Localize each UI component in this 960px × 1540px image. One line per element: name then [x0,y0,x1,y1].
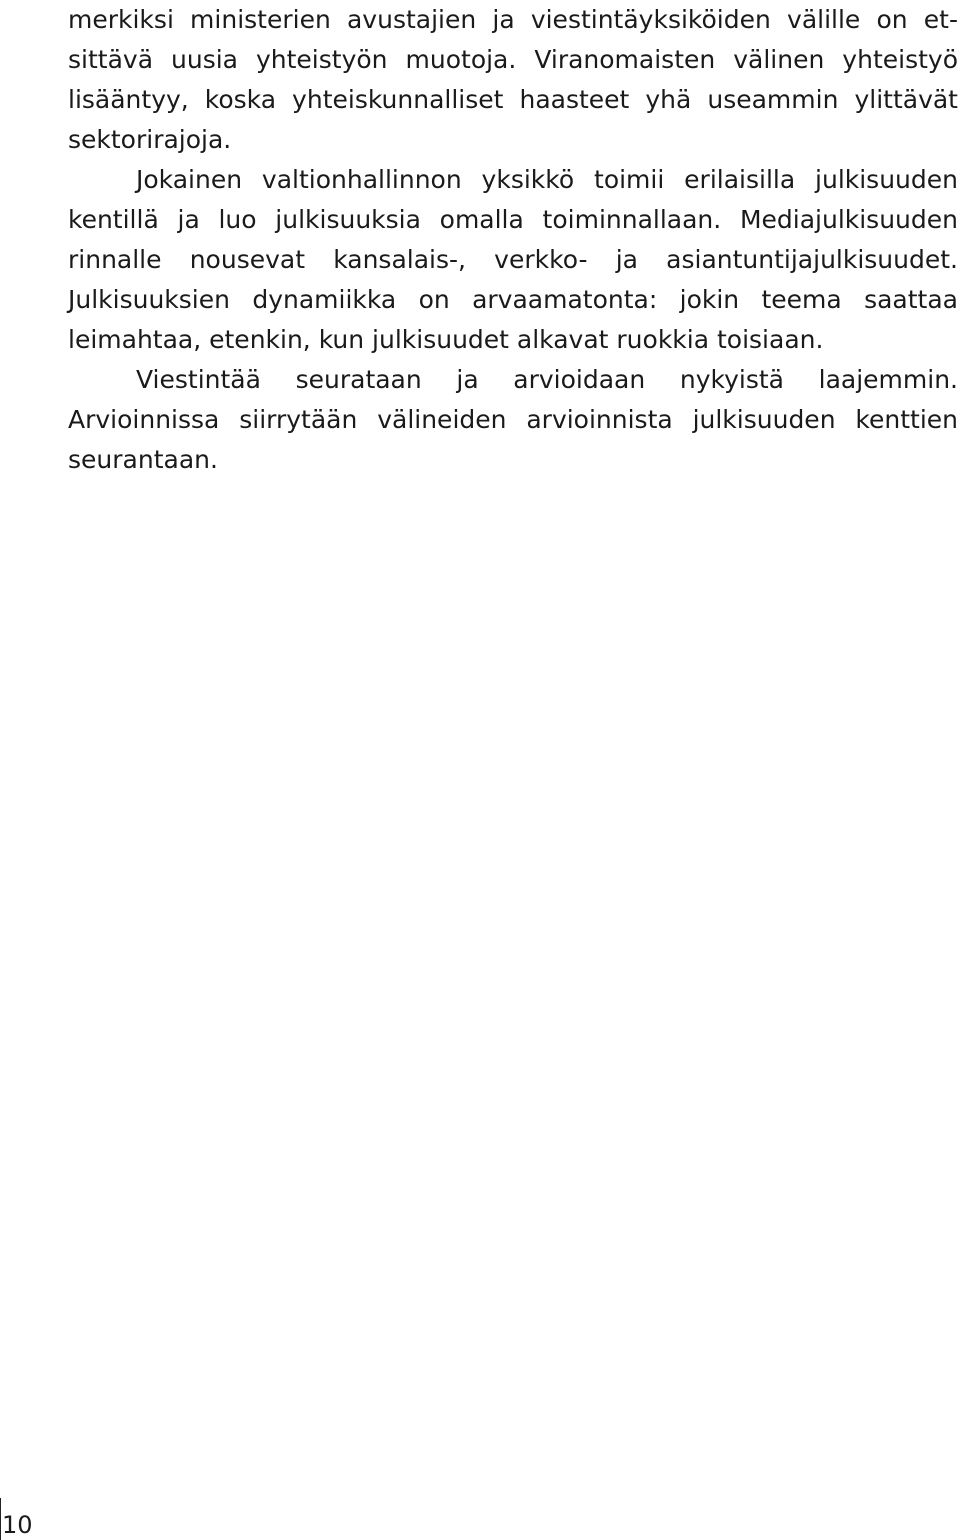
text-line: rinnalle nousevat kansalais-, verkko- ja asiantuntijajulkisuudet. [68,245,958,274]
text-line: sektorirajoja. [68,125,232,154]
text-line: Arvioinnissa siirrytään välineiden arvioinnista julkisuuden kenttien [68,405,958,434]
body-text [68,0,958,480]
page-number: 10 [2,1511,33,1539]
text-line: Julkisuuksien dynamiikka on arvaamatonta: jokin teema saattaa [68,285,958,314]
page-edge-rule [0,1498,1,1540]
text-line: sittävä uusia yhteistyön muotoja. Viranomaisten välinen yhteistyö [68,45,958,74]
text-line: merkiksi ministerien avustajien ja viestintäyksiköiden välille on et- [68,5,958,34]
text-line: kentillä ja luo julkisuuksia omalla toiminnallaan. Mediajulkisuuden [68,205,958,234]
text-line: seurantaan. [68,445,218,474]
text-line: Jokainen valtionhallinnon yksikkö toimii erilaisilla julkisuuden [136,165,958,194]
text-line: lisääntyy, koska yhteiskunnalliset haasteet yhä useammin ylittävät [68,85,958,114]
text-line: Viestintää seurataan ja arvioidaan nykyistä laajemmin. [136,365,958,394]
text-line: leimahtaa, etenkin, kun julkisuudet alkavat ruokkia toisiaan. [68,325,824,354]
